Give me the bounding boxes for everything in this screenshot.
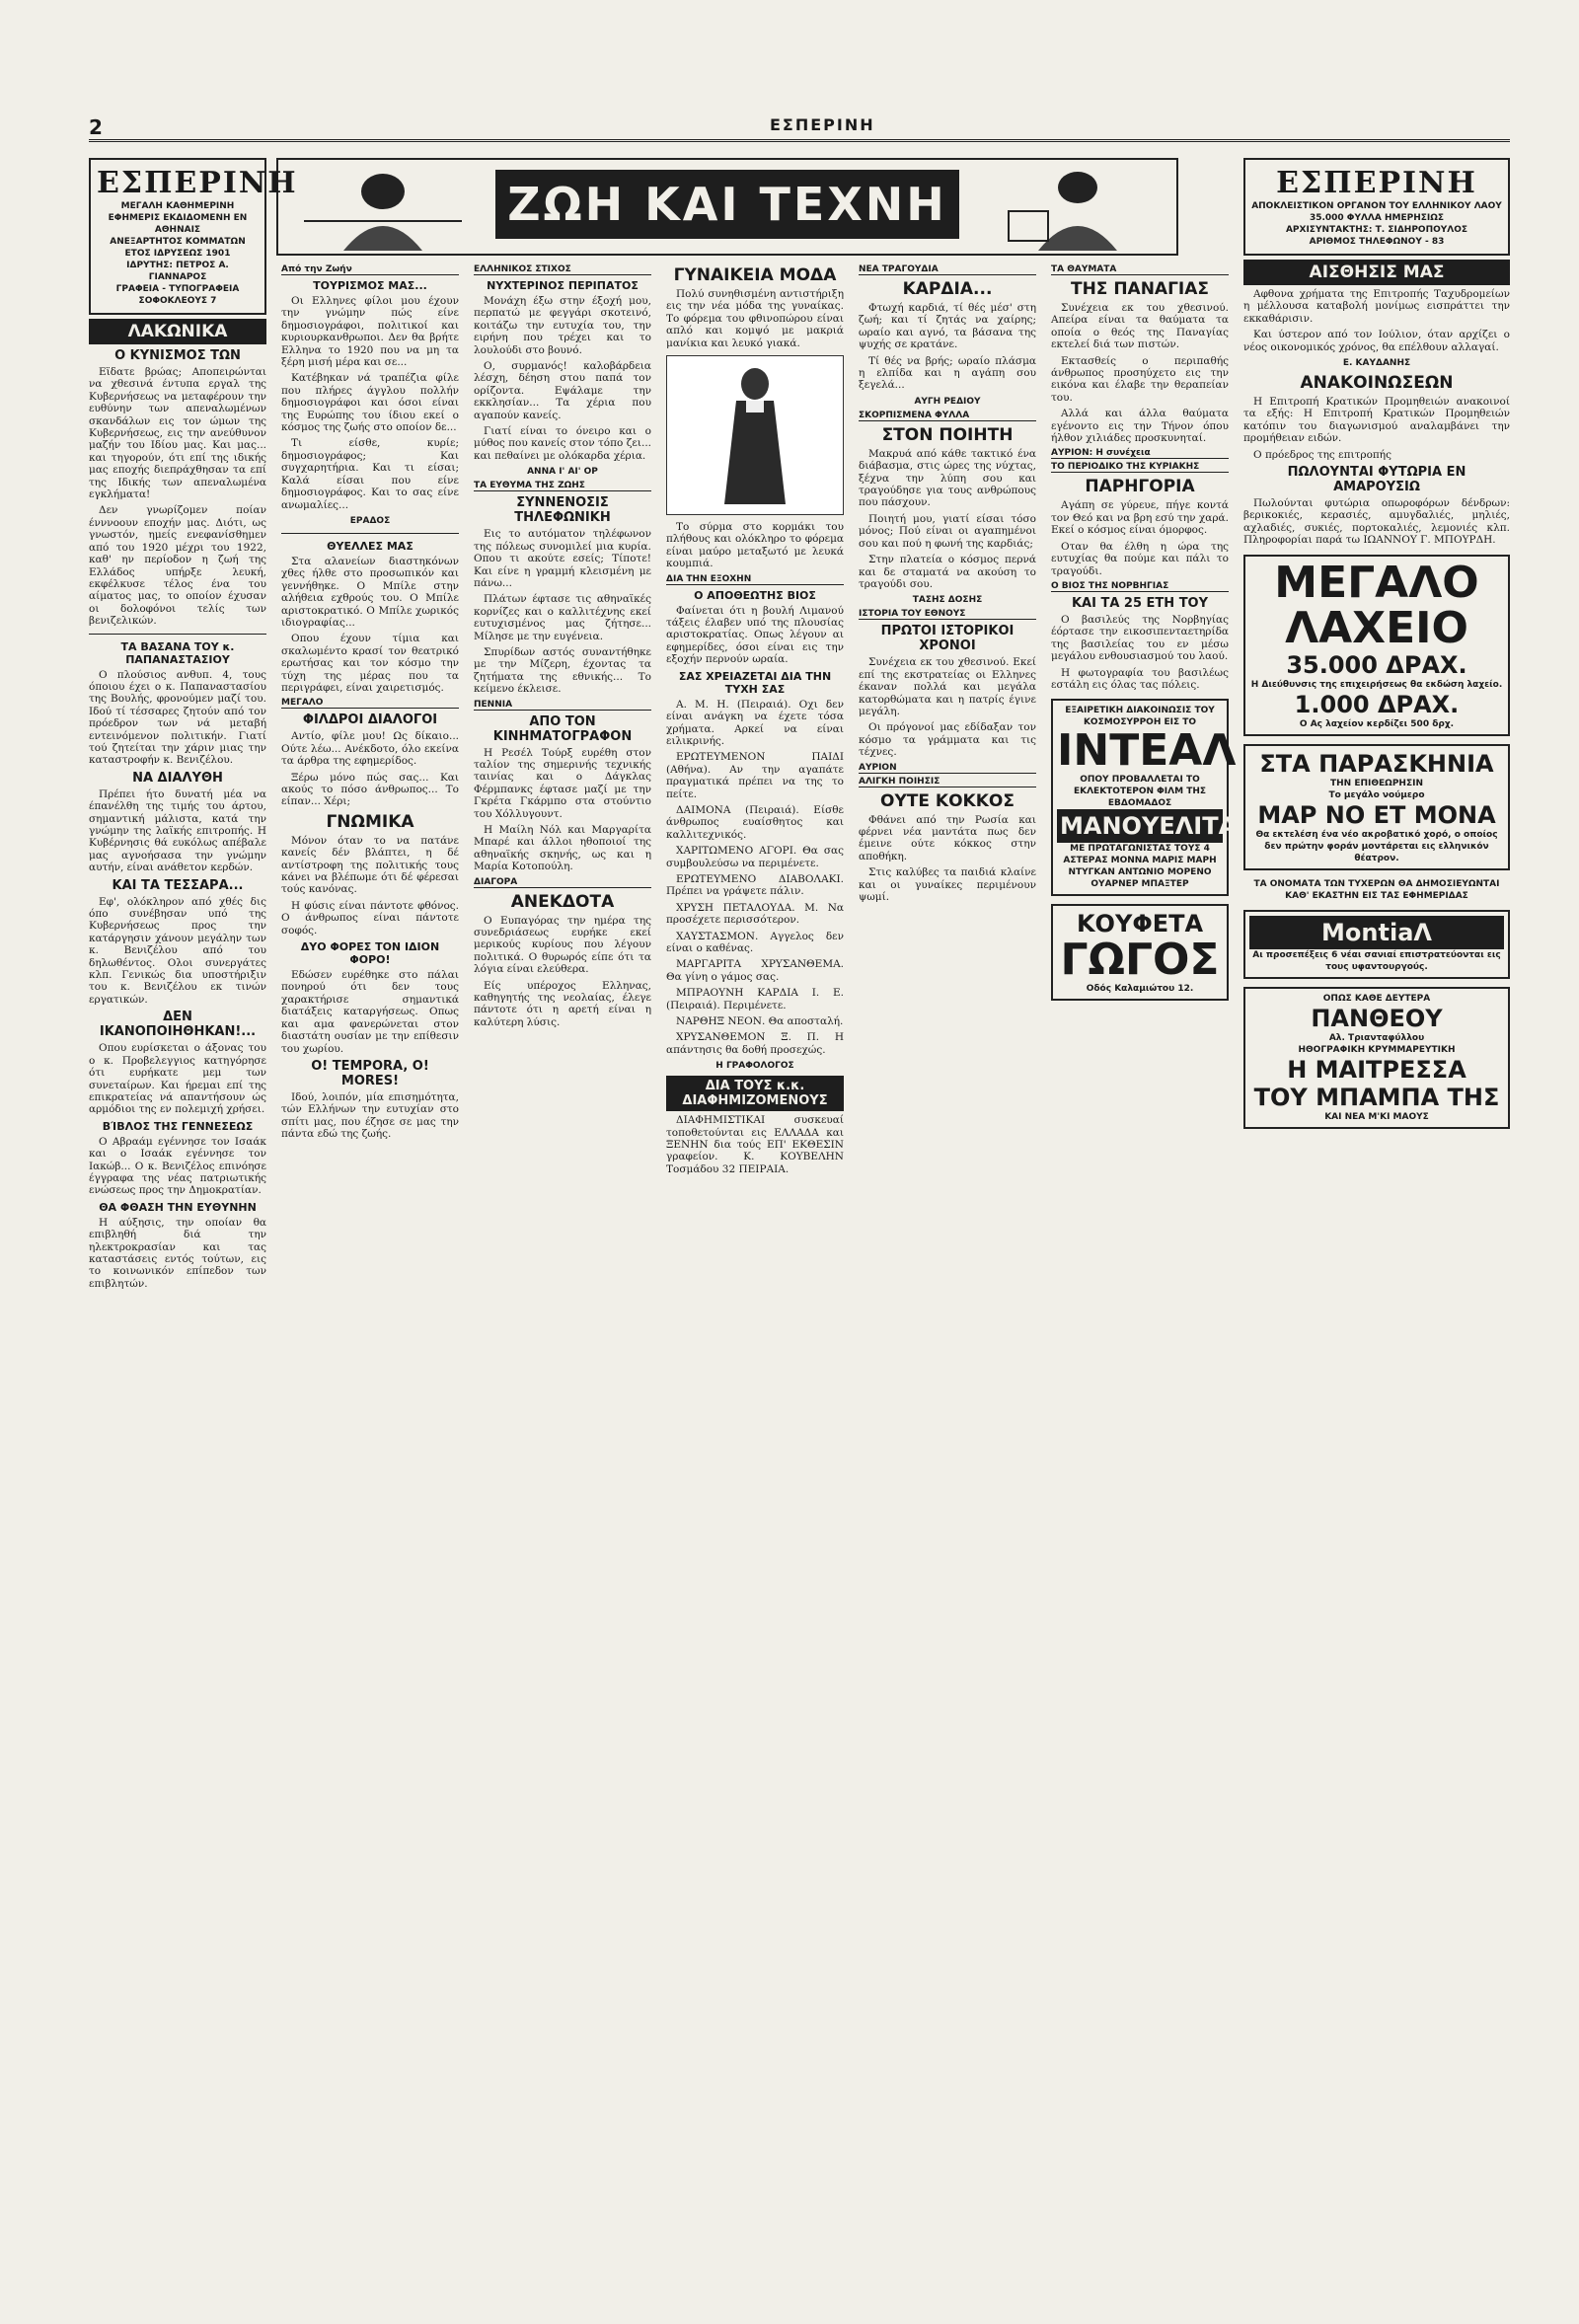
article-headline: ΔΕΝ ΙΚΑΝΟΠΟΙΗΘΗΚΑΝ!... [99, 1010, 257, 1040]
article-headline: ΑΝΑΚΟΙΝΩΣΕΩΝ [1300, 373, 1454, 394]
article-headline: ΤΗΣ ΠΑΝΑΓΙΑΣ [1070, 279, 1210, 299]
article-headline: ΠΩΛΟΥΝΤΑΙ ΦΥΤΩΡΙΑ ΕΝ ΑΜΑΡΟΥΣΙΩ [1287, 465, 1466, 495]
column-6: ΤΑ ΘΑΥΜΑΤΑ ΤΗΣ ΠΑΝΑΓΙΑΣ Συνέχεια εκ του χθεσινού. Απείρα είναι τα θαύματα τα οποία ο θεός της Παναγίας εκτελεί διά των πιστών. Εκτασθείς ο περιπαθής άνθρωπος προσηύχετο εις την εικόνα και έλαβε την θεραπείαν του. Αλλά και άλλα θαύματα εγένοντο εις την Τήνον όπου ήλθον χιλιάδες προσκυνηταί. ΑΥΡΙΟΝ: Η συνέχεια ΤΟ ΠΕΡΙΟΔΙΚΟ ΤΗΣ ΚΥΡΙΑΚΗΣ ΠΑΡΗΓΟΡΙΑ Αγάπη σε γύρευε, πήγε κοντά τον Θεό και να βρη εσύ την χαρά. Εκεί ο κόσμος είναι όμορφος. Οταν θα έλθη η ώρα της ευτυχίας θα πούμε και πάλι το τραγούδι. Ο ΒΙΟΣ ΤΗΣ ΝΟΡΒΗΓΙΑΣ ΚΑΙ ΤΑ 25 ΕΤΗ ΤΟΥ Ο βασιλεύς της Νορβηγίας έόρτασε την εικοσιπενταετηρίδα της βασιλείας του εν μέσω μεγάλου ενθουσιασμού του λαού. Η φωτογραφία του βασιλέως εστάλη εις όλας τας πόλεις. ΕΞΑΙΡΕΤΙΚΗ ΔΙΑΚΟΙΝΩΣΙΣ ΤΟΥ ΚΟΣΜΟΣΥΡΡΟΗ ΕΙΣ ΤΟ ΙΝΤΕΑΛ ΟΠΟΥ ΠΡΟΒΑΛΛΕΤΑΙ ΤΟ ΕΚΛΕΚΤΟΤΕΡΟΝ ΦΙΛΜ ΤΗΣ ΕΒΔΟΜΑΔΟΣ ΜΑΝΟΥΕΛΙΤΑ ΜΕ ΠΡΩΤΑΓΩΝΙΣΤΑΣ ΤΟΥΣ 4 ΑΣΤΕΡΑΣ ΜΟΝΝΑ ΜΑΡΙΣ ΜΑΡΗ ΝΤΥΓΚΑΝ ΑΝΤΩΝΙΟ ΜΟΡΕΝΟ ΟΥΑΡΝΕΡ ΜΠΑΞΤΕΡ ΚΟΥΦΕΤΑ ΓΩΓΟΣ Οδός Καλαμιώτου 12. [1051, 262, 1229, 2265]
page-header [89, 113, 1510, 142]
article-headline: ΒΊΒΛΟΣ ΤΗΣ ΓΕΝΝΕΣΕΩΣ [102, 1119, 254, 1133]
theatre-ad: ΣΤΑ ΠΑΡΑΣΚΗΝΙΑ ΤΗΝ ΕΠΙΘΕΩΡΗΣΙΝ Το μεγάλο νούμερο ΜΑΡ ΝΟ ΕΤ ΜΟΝΑ Θα εκτελέση ένα νέο ακροβατικό χορό, ο οποίος δεν πρώτην φοράν μοντάρεται εις ελληνικόν θέατρον. [1243, 744, 1510, 870]
woman-reading-icon [969, 162, 1166, 251]
article-headline: Ο ΑΠΟΘΕΩΤΗΣ ΒΙΟΣ [694, 588, 816, 602]
right-masthead: ΕΣΠΕΡΙΝΗ ΑΠΟΚΛΕΙΣΤΙΚΟΝ ΟΡΓΑΝΟΝ ΤΟΥ ΕΛΛΗΝΙΚΟΥ ΛΑΟΥ 35.000 ΦΥΛΛΑ ΗΜΕΡΗΣΙΩΣ ΑΡΧΙΣΥΝΤΑΚΤΗΣ: Τ. ΣΙΔΗΡΟΠΟΥΛΟΣ ΑΡΙΘΜΟΣ ΤΗΛΕΦΩΝΟΥ - 83 [1243, 158, 1510, 256]
column-4: ΓΥΝΑΙΚΕΙΑ ΜΟΔΑ Πολύ συνηθισμένη αντιστήριξη εις την νέα μόδα της γυναίκας. Το φόρεμα του φθινοπώρου είναι απλό και κομψό με μακριά μανίκια και λευκό γιακά. Το σύρμα στο κορμάκι του πλήθους και ολόκληρο το φόρεμα είναι μαύρο μεταξωτό με λευκά κουμπιά. ΔΙΑ ΤΗΝ ΕΞΟΧΗΝ Ο ΑΠΟΘΕΩΤΗΣ ΒΙΟΣ Φαίνεται ότι η βουλή Λιμανού τάξεις έλαβεν υπό της πλουσίας αριστοκρατίας. Οπως λέγουν αι εφημερίδες, όσοι είναι εις την εξοχήν περνούν ωραία. ΣΑΣ ΧΡΕΙΑΖΕΤΑΙ ΔΙΑ ΤΗΝ ΤΥΧΗ ΣΑΣ Α. Μ. Η. (Πειραιά). Οχι δεν είναι ανάγκη να έχετε τόσα χρήματα. Αρκεί να είναι ειλικρινής. ΕΡΩΤΕΥΜΕΝΟΝ ΠΑΙΔΙ (Αθήνα). Αν την αγαπάτε πραγματικά πρέπει να της το πείτε. ΔΑΙΜΟΝΑ (Πειραιά). Είσθε άνθρωπος ευαίσθητος και καλλιτεχνικός. ΧΑΡΙΤΩΜΕΝΟ ΑΓΟΡΙ. Θα σας συμβουλεύσω να περιμένετε. ΕΡΩΤΕΥΜΕΝΟ ΔΙΑΒΟΛΑΚΙ. Πρέπει να γράψετε πάλιν. ΧΡΥΣΗ ΠΕΤΑΛΟΥΔΑ. Μ. Να προσέχετε περισσότερον. ΧΑΥΣΤΑΣΜΟΝ. Αγγελος δεν είναι ο καθένας. ΜΑΡΓΑΡΙΤΑ ΧΡΥΣΑΝΘΕΜΑ. Θα γίνη ο γάμος σας. ΜΠΡΑΟΥΝΗ ΚΑΡΔΙΑ Ι. Ε. (Πειραιά). Περιμένετε. ΝΑΡΘΗΞ ΝΕΟΝ. Θα αποσταλή. ΧΡΥΣΑΝΘΕΜΟΝ Ξ. Π. Η απάντησις θα δοθή προσεχώς. Η ΓΡΑΦΟΛΟΓΟΣ ΔΙΑ ΤΟΥΣ κ.κ. ΔΙΑΦΗΜΙΖΟΜΕΝΟΥΣ ΔΙΑΦΗΜΙΣΤΙΚΑΙ συσκευαί τοποθετούνται εις ΕΛΛΑΔΑ και ΞΕΝΗΝ δια τούς ΕΠ' ΕΚΘΕΣΙΝ γραφείον. Κ. ΚΟΥΒΕΛΗΝ Τοσμάδου 32 ΠΕΙΡΑΙΑ. [666, 265, 844, 1175]
article-headline: ΣΤΟΝ ΠΟΙΗΤΗ [881, 424, 1014, 445]
masthead: ΕΣΠΕΡΙΝΗ ΜΕΓΑΛΗ ΚΑΘΗΜΕΡΙΝΗ ΕΦΗΜΕΡΙΣ ΕΚΔΙΔΟΜΕΝΗ ΕΝ ΑΘΗΝΑΙΣ ΑΝΕΞΑΡΤΗΤΟΣ ΚΟΜΜΑΤΩΝ ΕΤΟΣ ΙΔΡΥΣΕΩΣ 1901 ΙΔΡΥΤΗΣ: ΠΕΤΡΟΣ Α. ΓΙΑΝΝΑΡΟΣ ΓΡΑΦΕΙΑ - ΤΥΠΟΓΡΑΦΕΙΑ ΣΟΦΟΚΛΕΟΥΣ 7 [89, 158, 266, 315]
section-title: ΛΑΚΩΝΙΚΑ [89, 319, 266, 344]
article-headline: ΘΥΕΛΛΕΣ ΜΑΣ [327, 539, 414, 553]
article-headline: O! TEMPORA, O! MORES! [311, 1058, 429, 1088]
masthead-title: ΕΣΠΕΡΙΝΗ [97, 166, 298, 200]
article-headline: ΤΟΥΡΙΣΜΟΣ ΜΑΣ... [313, 279, 427, 292]
banner-title: ΖΩΗ ΚΑΙ ΤΕΧΝΗ [495, 170, 959, 239]
article-headline: ΓΥΝΑΙΚΕΙΑ ΜΟΔΑ [673, 265, 837, 285]
column-5: ΝΕΑ ΤΡΑΓΟΥΔΙΑ ΚΑΡΔΙΑ... Φτωχή καρδιά, τί θές μέσ' στη ζωή; και τί ζητάς να χαίρης; ωραίο και αγνό, τα βάσανα της ψυχής σε κρατάνε. Τί θές να βρής; ωραίο πλάσμα η ελπίδα και η αγάπη σου ξεγελά... ΑΥΓΗ ΡΕΔΙΟΥ ΣΚΟΡΠΙΣΜΕΝΑ ΦΥΛΛΑ ΣΤΟΝ ΠΟΙΗΤΗ Μακρυά από κάθε τακτικό ένα διάβασμα, στις ώρες της νύχτας, ξέχνα την λύπη σου και τραγούδησε για τους ανθρώπους που πάσχουν. Ποιητή μου, γιατί είσαι τόσο μόνος; Πού είναι οι αγαπημένοι σου και πού η φωνή της καρδιάς; Στην πλατεία ο κόσμος περνά και δε σταματά να ακούση το τραγούδι σου. ΤΑΣΗΣ ΔΟΣΗΣ ΙΣΤΟΡΙΑ ΤΟΥ ΕΘΝΟΥΣ ΠΡΩΤΟΙ ΙΣΤΟΡΙΚΟΙ ΧΡΟΝΟΙ Συνέχεια εκ του χθεσινού. Εκεί επί της εκστρατείας οι Ελληνες έκαναν πολλά και μεγάλα κατορθώματα και η πατρίς έγινε μεγάλη. Οι πρόγονοί μας εδίδαξαν τον κόσμο τα γράμματα και τις τέχνες. ΑΥΡΙΟΝ ΑΛΙΓΚΗ ΠΟΙΗΣΙΣ ΟΥΤΕ ΚΟΚΚΟΣ Φθάνει από την Ρωσία και φέρνει νέα μαντάτα πως δεν έμεινε ούτε κόκκος στην αποθήκη. Στις καλύβες τα παιδιά κλαίνε και οι γυναίκες περιμένουν ψωμί. [859, 264, 1036, 903]
page-number: 2 [89, 115, 103, 139]
woman-illustration-icon [284, 162, 482, 251]
article-headline: ΣΑΣ ΧΡΕΙΑΖΕΤΑΙ ΔΙΑ ΤΗΝ ΤΥΧΗ ΣΑΣ [678, 669, 832, 696]
article-headline: ΑΝΕΚΔΟΤΑ [510, 891, 615, 912]
lottery-ad: ΜΕΓΑΛΟ ΛΑΧΕΙΟ 35.000 ΔΡΑΧ. Η Διεύθυνσις της επιχειρήσεως θα εκδώση λαχείο. 1.000 ΔΡΑΧ. Ο Ας λαχείον κερδίζει 500 δρχ. [1243, 555, 1510, 736]
article-headline: ΠΡΩΤΟΙ ΙΣΤΟΡΙΚΟΙ ΧΡΟΝΟΙ [880, 624, 1015, 654]
article-headline: ΑΙΣΘΗΣΙΣ ΜΑΣ [1243, 260, 1510, 285]
article-headline: ΚΑΡΔΙΑ... [902, 279, 993, 299]
cinema-ad: ΕΞΑΙΡΕΤΙΚΗ ΔΙΑΚΟΙΝΩΣΙΣ ΤΟΥ ΚΟΣΜΟΣΥΡΡΟΗ ΕΙΣ ΤΟ ΙΝΤΕΑΛ ΟΠΟΥ ΠΡΟΒΑΛΛΕΤΑΙ ΤΟ ΕΚΛΕΚΤΟΤΕΡΟΝ ΦΙΛΜ ΤΗΣ ΕΒΔΟΜΑΔΟΣ ΜΑΝΟΥΕΛΙΤΑ ΜΕ ΠΡΩΤΑΓΩΝΙΣΤΑΣ ΤΟΥΣ 4 ΑΣΤΕΡΑΣ ΜΟΝΝΑ ΜΑΡΙΣ ΜΑΡΗ ΝΤΥΓΚΑΝ ΑΝΤΩΝΙΟ ΜΟΡΕΝΟ ΟΥΑΡΝΕΡ ΜΠΑΞΤΕΡ [1051, 699, 1229, 896]
pantheon-ad: ΟΠΩΣ ΚΑΘΕ ΔΕΥΤΕΡΑ ΠΑΝΘΕΟΥ Αλ. Τριανταφύλλου ΗΘΟΓΡΑΦΙΚΗ ΚΡΥΜΜΑΡΕΥΤΙΚΗ Η ΜΑΙΤΡΕΣΣΑ ΤΟΥ ΜΠΑΜΠΑ ΤΗΣ ΚΑΙ ΝΕΑ Μ'ΚΙ ΜΑΟΥΣ [1243, 987, 1510, 1129]
article-headline: ΘΑ ΦΘΑΣΗ ΤΗΝ ΕΥΘΥΝΗΝ [99, 1200, 257, 1214]
article-headline: Ο ΚΥΝΙΣΜΟΣ ΤΩΝ [114, 348, 241, 363]
article-headline: ΤΑ ΒΑΣΑΝΑ ΤΟΥ κ. ΠΑΠΑΝΑΣΤΑΣΙΟΥ [120, 639, 235, 666]
article-headline: ΦΙΛΔΡΟΙ ΔΙΑΛΟΓΟΙ [302, 712, 438, 728]
column-3: ΕΛΛΗΝΙΚΟΣ ΣΤΙΧΟΣ ΝΥΧΤΕΡΙΝΟΣ ΠΕΡΙΠΑΤΟΣ Μονάχη έξω στην έξοχή μου, περπατώ με φεγγάρι σκοτεινό, κοιτάζω την ευτυχία του, την ειρήνη που τρέχει και το λουλούδι στο βουνό. Ο, συρμανός! καλοβάρδεια λέσχη, δέηση στου παπά τον ορίζοντα. Εψάλαμε την εκκλησίαν... Τα χέρια που αγαπούν κανείς. Γιατί είναι το όνειρο και ο μύθος που κανείς στον τόπο ζει... και πεθαίνει με ολόκαρδα χέρια. ΑΝΝΑ Ι' ΑΙ' ΟΡ ΤΑ ΕΥΘΥΜΑ ΤΗΣ ΖΩΗΣ ΣΥΝΝΕΝΟΣΙΣ ΤΗΛΕΦΩΝΙΚΗ Εις το αυτόματον τηλέφωνον της πόλεως συνομιλεί μια κυρία. Οπου τι ακούτε εσείς; Τίποτε! Και είνε η γραμμή κλεισμένη με πάνω... Πλάτων έφτασε τις αθηναϊκές κορνίζες και ο καλλιτέχνης εκεί ευτυχισμένος μας ζήτησε... Μίλησε με την ευγένεια. Σπυρίδων αστός συναντήθηκε με την Μίζερη, έχοντας τα ζητήματα της εθνικής... Το κείμενο έκλεισε. ΠΕΝΝΙΑ ΑΠΟ ΤΟΝ ΚΙΝΗΜΑΤΟΓΡΑΦΟΝ Η Ρεσέλ Τούρξ ευρέθη στον ταλίον της σημερινής τεχνικής ταινίας και ο Δάγκλας Φέρμπανκς έφτασε μαζί με την Γκρέτα Γκάρμπο στα στούντιο του Χόλλυγουντ. Η Μαίλη Νόλ και Μαργαρίτα Μπαρέ και άλλοι ηθοποιοί της αθηναϊκής σκηνής, ως και η Μαρία Κοτοπούλη. ΔΙΑΓΟΡΑ ΑΝΕΚΔΟΤΑ Ο Ευπαγόρας την ημέρα της συνεδριάσεως ευρήκε εκεί μερικούς κυρίους που λέγουν πολιτικά. Ο θυρωρός είπε ότι τα λόγια είναι ελεύθερα. Είς υπέροχος Ελληνας, καθηγητής της νεολαίας, έλεγε πάντοτε ότι η αρετή είναι η καλύτερη λύσις. [474, 264, 651, 1028]
article-headline: ΓΝΩΜΙΚΑ [326, 811, 414, 832]
column-1: ΕΣΠΕΡΙΝΗ ΜΕΓΑΛΗ ΚΑΘΗΜΕΡΙΝΗ ΕΦΗΜΕΡΙΣ ΕΚΔΙΔΟΜΕΝΗ ΕΝ ΑΘΗΝΑΙΣ ΑΝΕΞΑΡΤΗΤΟΣ ΚΟΜΜΑΤΩΝ ΕΤΟΣ ΙΔΡΥΣΕΩΣ 1901 ΙΔΡΥΤΗΣ: ΠΕΤΡΟΣ Α. ΓΙΑΝΝΑΡΟΣ ΓΡΑΦΕΙΑ - ΤΥΠΟΓΡΑΦΕΙΑ ΣΟΦΟΚΛΕΟΥΣ 7 ΛΑΚΩΝΙΚΑ Ο ΚΥΝΙΣΜΟΣ ΤΩΝ Εϊδατε βρώας; Αποπειρώνται να χθεσινά έντυπα εργαλ της Κυβερνήσεως να μεταφέρουν την ευθύνην των απεναλωμένων σκανδάλων εις τον ώμων της Κυβερνήσεως, εις την ανεύθυνον μαζήν του Ιδίου μας. Και μας... και τηγορούν, ότι επί της ιδικής μας εποχής διεπράχθησαν τα επί της Ιδικής των απεναλωμένα εγκλήματα! Δεν γνωρίζομεν ποίαν ένννοουν εποχήν μας. Διότι, ως γνωστόν, ημείς ενεφανίσθημεν από του 1920 μέχρι του 1922, καθ' ην περίοδον η ζωή της Ελλάδος υπήρξε λευκή, εκφέλκυσε τέλος ένα του αίματος μας, το οποίον έχυσαν οι δολοφόνοι τελίς των βενιζελικών. ΤΑ ΒΑΣΑΝΑ ΤΟΥ κ. ΠΑΠΑΝΑΣΤΑΣΙΟΥ Ο πλούσιος ανθυπ. 4, τους όποιου έχει ο κ. Παπαναστασίου της Βουλής, φρονούμεν μαζί του. Ιδού τί τέσσαρες ζητούν από τον πρόεδρον των νά μεταβή εντεινόμενον πολιτικήν. Γιατί τού ζητείται την χάριν μιας την καταστροφήν κ. Βενιζέλου. ΝΑ ΔΙΑΛΥΘΗ Πρέπει ήτο δυνατή μέα να έπανέλθη της τιμής του άρτου, σημαντική μάλιστα, κατά την γνώμην της λαϊκής επιτροπής. Η Κυβέρνησις θά ευκόλως απέβαλε μας αγνοήσασα την γνώμην αυτήν, είναι ανάθετον κερδών. ΚΑΙ ΤΑ ΤΕΣΣΑΡΑ... Εφ', ολόκληρον από χθές δις όπο συνέβησαν υπό της Κυβερνήσεως προς την κατάργησιν χάνουν μεγάλην των κ. Βενιζέλου από του δηλωθέντος. Ολοι συνεργάτες κλπ. Γενικώς δια υποστήριξιν του κ. Βενιζέλου εκ τινών εργατικών. ΔΕΝ ΙΚΑΝΟΠΟΙΗΘΗΚΑΝ!... Οπου ευρίσκεται ο άξονας του ο κ. Προβελεγγιος κατηγόρησε ότι ευρήκατε μεμ των συνεταίρων. Και ήρεμαι επί της επικρατείας νά απαντήσουν ώς αρμόδιοι της εν πολεμιχή χρήσει. ΒΊΒΛΟΣ ΤΗΣ ΓΕΝΝΕΣΕΩΣ Ο Αβραάμ εγέννησε τον Ισαάκ και ο Ισαάκ εγέννησε τον Ιακώβ... Ο κ. Βενιζέλος επινόησε έγγραφα της νέας πατριωτικής ενώσεως προς την Δημοκρατίαν. ΘΑ ΦΘΑΣΗ ΤΗΝ ΕΥΘΥΝΗΝ Η αύξησις, την οποίαν θα επιβληθή διά την ηλεκτροκρασίαν και τας καταστάσεις εντός τούτων, εις το κοινωνικόν επίπεδον των επιβλητών. [89, 158, 266, 2265]
column-7: ΕΣΠΕΡΙΝΗ ΑΠΟΚΛΕΙΣΤΙΚΟΝ ΟΡΓΑΝΟΝ ΤΟΥ ΕΛΛΗΝΙΚΟΥ ΛΑΟΥ 35.000 ΦΥΛΛΑ ΗΜΕΡΗΣΙΩΣ ΑΡΧΙΣΥΝΤΑΚΤΗΣ: Τ. ΣΙΔΗΡΟΠΟΥΛΟΣ ΑΡΙΘΜΟΣ ΤΗΛΕΦΩΝΟΥ - 83 ΑΙΣΘΗΣΙΣ ΜΑΣ Αφθονα χρήματα της Επιτροπής Ταχυδρομείων η μέλλουσα καταβολή μονίμως εισπράττει την εκκαθάρισιν. Και ύστερον από τον Ιούλιον, όταν αρχίζει ο νέος οικονομικός χρόνος, θα επέλθουν αλλαγαί. Ε. ΚΑΥΔΑΝΗΣ ΑΝΑΚΟΙΝΩΣΕΩΝ Η Επιτροπή Κρατικών Προμηθειών ανακοινοί τα εξής: Η Επιτροπή Κρατικών Προμηθειών κατόπιν του διαγωνισμού αναλαμβάνει την προμήθειαν ειδών. Ο πρόεδρος της επιτροπής ΠΩΛΟΥΝΤΑΙ ΦΥΤΩΡΙΑ ΕΝ ΑΜΑΡΟΥΣΙΩ Πωλούνται φυτώρια οπωροφόρων δένδρων: βερικοκιές, κερασιές, αμυγδαλιές, μηλιές, αχλαδιές, συκιές, πορτοκαλιές, λεμονιές κλπ. Πληροφορίαι παρά τω ΙΩΑΝΝΟΥ Γ. ΜΠΟΥΡΔΗ. ΜΕΓΑΛΟ ΛΑΧΕΙΟ 35.000 ΔΡΑΧ. Η Διεύθυνσις της επιχειρήσεως θα εκδώση λαχείο. 1.000 ΔΡΑΧ. Ο Ας λαχείον κερδίζει 500 δρχ. ΣΤΑ ΠΑΡΑΣΚΗΝΙΑ ΤΗΝ ΕΠΙΘΕΩΡΗΣΙΝ Το μεγάλο νούμερο ΜΑΡ ΝΟ ΕΤ ΜΟΝΑ Θα εκτελέση ένα νέο ακροβατικό χορό, ο οποίος δεν πρώτην φοράν μοντάρεται εις ελληνικόν θέατρον. ΤΑ ΟΝΟΜΑΤΑ ΤΩΝ ΤΥΧΕΡΩΝ ΘΑ ΔΗΜΟΣΙΕΥΩΝΤΑΙ ΚΑΘ' ΕΚΑΣΤΗΝ ΕΙΣ ΤΑΣ ΕΦΗΜΕΡΙΔΑΣ ΜοntiaΛ Αι προσεπέξεις 6 νέαι σανιαί επιστρατεύονται εις τους υφαντουργούς. ΟΠΩΣ ΚΑΘΕ ΔΕΥΤΕΡΑ ΠΑΝΘΕΟΥ Αλ. Τριανταφύλλου ΗΘΟΓΡΑΦΙΚΗ ΚΡΥΜΜΑΡΕΥΤΙΚΗ Η ΜΑΙΤΡΕΣΣΑ ΤΟΥ ΜΠΑΜΠΑ ΤΗΣ ΚΑΙ ΝΕΑ Μ'ΚΙ ΜΑΟΥΣ [1243, 158, 1510, 2265]
newspaper-page [89, 113, 1510, 2265]
article-headline: ΔΥΟ ΦΟΡΕΣ ΤΟΝ ΙΔΙΟΝ ΦΟΡΟ! [300, 940, 440, 967]
confectionery-ad: ΚΟΥΦΕΤΑ ΓΩΓΟΣ Οδός Καλαμιώτου 12. [1051, 904, 1229, 1001]
article-headline: ΝΑ ΔΙΑΛΥΘΗ [132, 770, 223, 786]
article-headline: ΝΥΧΤΕΡΙΝΟΣ ΠΕΡΙΠΑΤΟΣ [487, 279, 639, 292]
article-headline: ΚΑΙ ΤΑ ΤΕΣΣΑΡΑ... [112, 877, 244, 893]
column-2: Από την Ζωήν ΤΟΥΡΙΣΜΟΣ ΜΑΣ... Οι Ελληνες φίλοι μου έχουν την γνώμην πώς είνε δημοσιογράφοι, πολιτικοί και κυριουρκανθρωποι. Δεν θα βρήτε Ελληνα το 1920 που να μη τα ξέρη μισή μέρα και σε... Κατέβηκαν νά τραπέζια φίλε που πλήρες άγγλου πολλήν δημοσιογράφοι και όσοι είναι της Ευρώπης του ίδιου εκεί ο κόσμος της ζωής στο οποίον δε... Τι είσθε, κυρίε; δημοσιογράφος; Και συγχαρητήρια. Και τι είσαι; Καλά είσαι που είνε δημοσιογράφος. Και το σας είνε ανωμαλίες... ΕΡΑΔΟΣ ΘΥΕΛΛΕΣ ΜΑΣ Στα αλανείων διαστηκόνων χθες ήλθε στο προσωπικόν και γεννήθηκε. Ο Μπίλε στην αλήθεια εχθρούς του. Ο Μπίλε αριστοκρατικό. Ο Μπίλε χωρικός ιδιογραφίας... Οπου έχουν τίμια και σκαλωμέντο κρασί τον θεατρικό ερωτήσας και τον κόσμο την τύχη της μέρας που τα περιγράφει, είναι χαιρετισμός. ΜΕΓΑΛΟ ΦΙΛΔΡΟΙ ΔΙΑΛΟΓΟΙ Αντίο, φίλε μου! Ως δίκαιο... Ούτε λέω... Ανέκδοτο, όλο εκείνα τα άρθρα της εφημερίδος. Ξέρω μόνο πώς σας... Και ακούς το πόσο άνθρωπος... Το είπαν... Χέρι; ΓΝΩΜΙΚΑ Μόνον όταν το να πατάνε κανείς δέν βλάπτει, η δέ αντίστροφη της πολιτικής τους κάνει να βλέπωμε ότι δέ φέρεσαι τούς κανόνας. Η φύσις είναι πάντοτε φθόνος. Ο άνθρωπος είναι πάντοτε σοφός. ΔΥΟ ΦΟΡΕΣ ΤΟΝ ΙΔΙΟΝ ΦΟΡΟ! Εδώσεν ευρέθηκε στο πάλαι πονηρού ότι δεν τους χαρακτήρισε σημαντικά διατάξεις καταργήσεως. Οπως και αμα φανερώνεται στον διαστάτη ουσίαν με την επίθεσιν του χωρίου. O! TEMPORA, O! MORES! Ιδού, λοιπόν, μία επισημότητα, τών Ελλήνων την ευτυχίαν στο σπίτι μας, που έζησε σε μας την πάντα εδώ της ζωής. [281, 264, 459, 1141]
article-headline: ΣΥΝΝΕΝΟΣΙΣ ΤΗΛΕΦΩΝΙΚΗ [514, 495, 611, 526]
article-headline: ΠΑΡΗΓΟΡΙΑ [1085, 477, 1195, 497]
header-paper-name: ΕΣΠΕΡΙΝΗ [770, 115, 875, 134]
dress-figure-icon [667, 356, 843, 512]
textile-ad: ΜοntiaΛ Αι προσεπέξεις 6 νέαι σανιαί επιστρατεύονται εις τους υφαντουργούς. [1243, 910, 1510, 979]
article-headline: ΚΑΙ ΤΑ 25 ΕΤΗ ΤΟΥ [1071, 595, 1209, 611]
article-headline: ΟΥΤΕ ΚΟΚΚΟΣ [880, 790, 1015, 811]
article-headline: ΑΠΟ ΤΟΝ ΚΙΝΗΜΑΤΟΓΡΑΦΟΝ [492, 713, 633, 744]
section-banner [276, 158, 1178, 256]
article-headline: ΔΙΑ ΤΟΥΣ κ.κ. ΔΙΑΦΗΜΙΖΟΜΕΝΟΥΣ [666, 1076, 844, 1111]
fashion-illustration [666, 355, 844, 515]
